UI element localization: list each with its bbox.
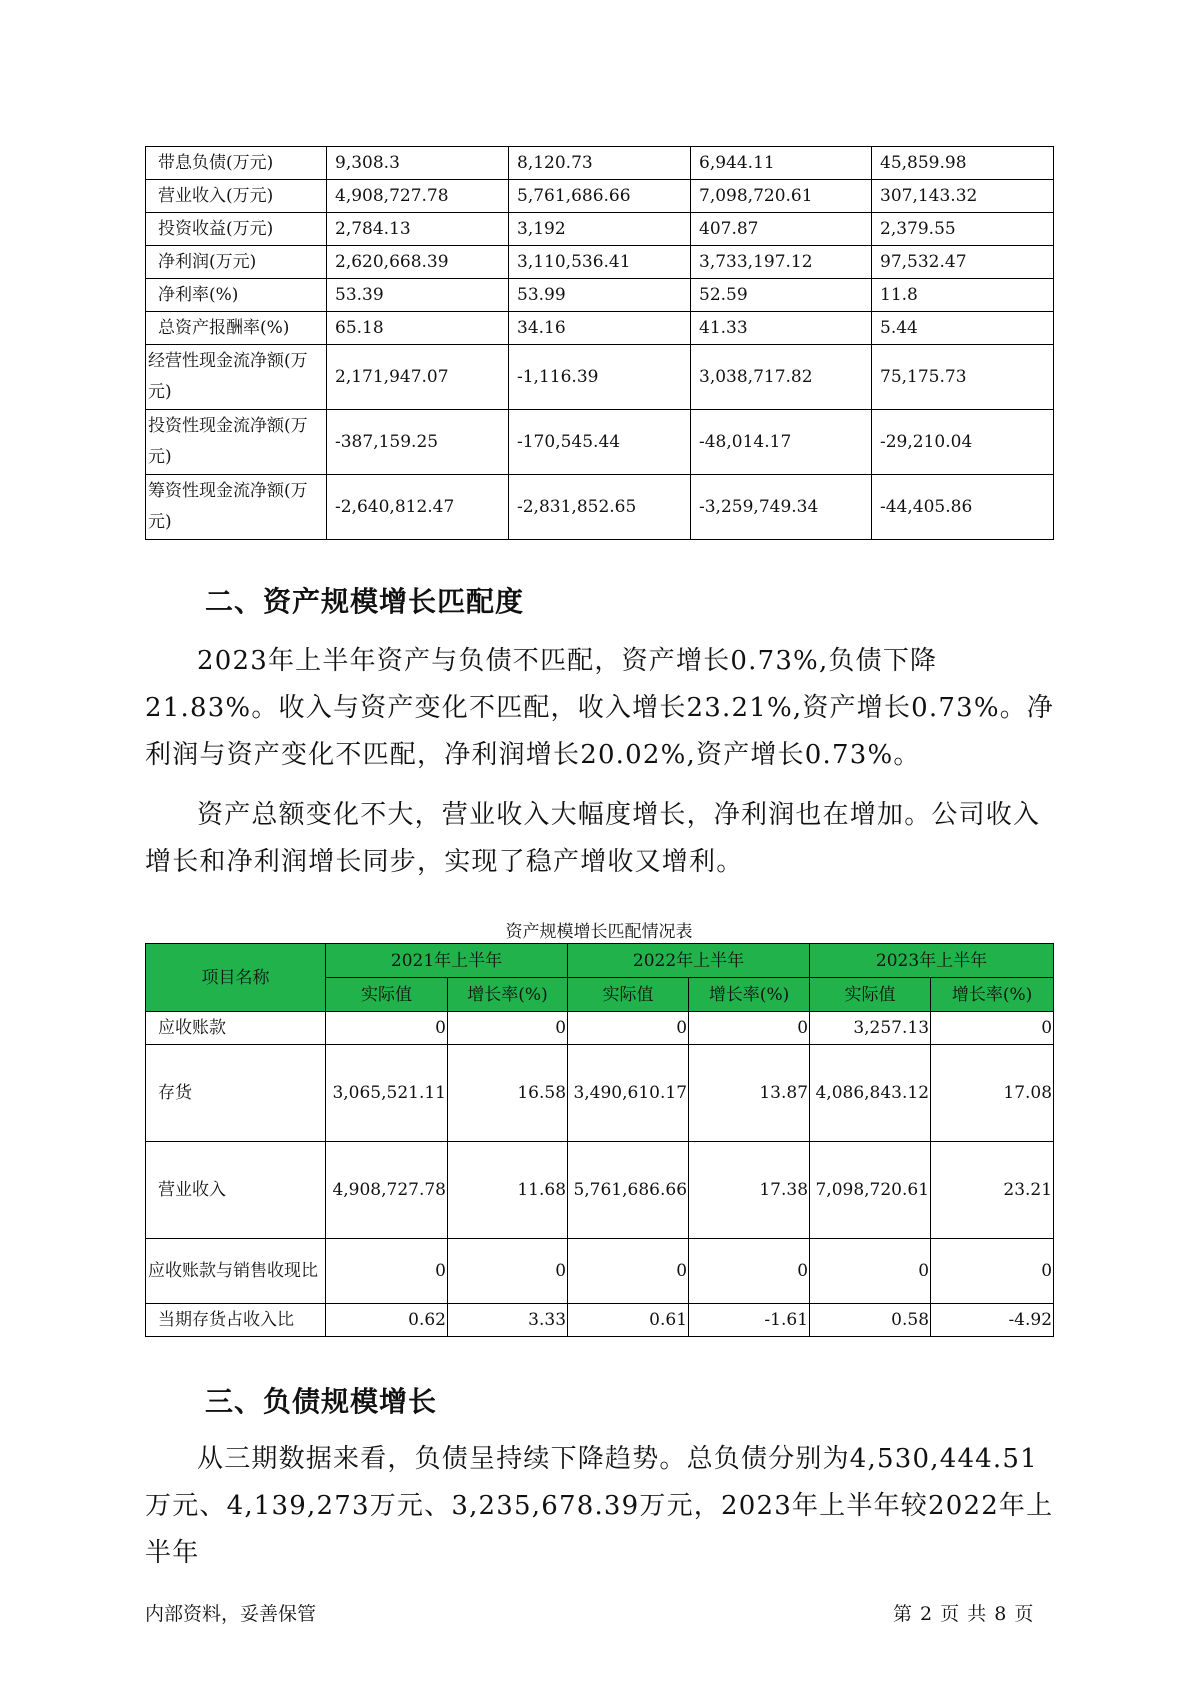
table-cell: 3,257.13 <box>810 1012 931 1045</box>
table-cell: 5.44 <box>872 312 1054 345</box>
table-cell: 2,379.55 <box>872 213 1054 246</box>
table-cell: 0 <box>931 1239 1054 1304</box>
table-cell: 0 <box>448 1239 568 1304</box>
table-cell: 0 <box>689 1012 810 1045</box>
table-cell: 8,120.73 <box>509 147 691 180</box>
table-row <box>146 246 1054 279</box>
footer-confidential-note: 内部资料，妥善保管 <box>145 1603 317 1625</box>
table-cell: -2,640,812.47 <box>327 475 509 540</box>
table-cell: 307,143.32 <box>872 180 1054 213</box>
table-cell: -1.61 <box>689 1304 810 1337</box>
table-row <box>146 475 1054 540</box>
row-label: 经营性现金流净额(万元) <box>146 345 327 410</box>
row-label: 筹资性现金流净额(万元) <box>146 475 327 540</box>
table-cell: 0.62 <box>326 1304 448 1337</box>
column-header: 实际值 <box>568 978 689 1012</box>
section-heading: 二、资产规模增长匹配度 <box>205 585 525 618</box>
column-header: 2022年上半年 <box>568 944 810 978</box>
column-header: 增长率(%) <box>689 978 810 1012</box>
table-row <box>146 410 1054 475</box>
row-label: 净利润(万元) <box>146 246 327 279</box>
table-cell: 45,859.98 <box>872 147 1054 180</box>
table-cell: -44,405.86 <box>872 475 1054 540</box>
table-cell: 9,308.3 <box>327 147 509 180</box>
row-label: 存货 <box>146 1045 326 1142</box>
table-cell: 2,171,947.07 <box>327 345 509 410</box>
table-cell: 0.58 <box>810 1304 931 1337</box>
table-cell: 53.99 <box>509 279 691 312</box>
table-row <box>146 1045 1054 1142</box>
table-cell: 0 <box>689 1239 810 1304</box>
table-row <box>146 345 1054 410</box>
column-header: 实际值 <box>810 978 931 1012</box>
table-cell: 11.8 <box>872 279 1054 312</box>
row-label: 营业收入(万元) <box>146 180 327 213</box>
table-cell: 407.87 <box>691 213 872 246</box>
section-heading: 三、负债规模增长 <box>205 1385 438 1418</box>
table-cell: 5,761,686.66 <box>509 180 691 213</box>
table-cell: 0 <box>448 1012 568 1045</box>
table-cell: 65.18 <box>327 312 509 345</box>
table-cell: -170,545.44 <box>509 410 691 475</box>
table-cell: -48,014.17 <box>691 410 872 475</box>
table-cell: 3,065,521.11 <box>326 1045 448 1142</box>
row-label: 净利率(%) <box>146 279 327 312</box>
table-row <box>146 1142 1054 1239</box>
table-cell: 2,784.13 <box>327 213 509 246</box>
table-caption: 资产规模增长匹配情况表 <box>505 922 693 942</box>
table-cell: 0.61 <box>568 1304 689 1337</box>
table-cell: 16.58 <box>448 1045 568 1142</box>
table-cell: 3,110,536.41 <box>509 246 691 279</box>
table-cell: 3,038,717.82 <box>691 345 872 410</box>
table-cell: 3.33 <box>448 1304 568 1337</box>
table-cell: 75,175.73 <box>872 345 1054 410</box>
row-label: 营业收入 <box>146 1142 326 1239</box>
table-cell: -3,259,749.34 <box>691 475 872 540</box>
table-cell: -2,831,852.65 <box>509 475 691 540</box>
paragraph: 从三期数据来看，负债呈持续下降趋势。总负债分别为4,530,444.51万元、4,139,273万元、3,235,678.39万元，2023年上半年较2022年上半年 <box>145 1444 1054 1568</box>
row-label: 应收账款与销售收现比 <box>146 1239 326 1304</box>
table-cell: 0 <box>810 1239 931 1304</box>
table-cell: 3,490,610.17 <box>568 1045 689 1142</box>
financial-indicators-table <box>145 146 1054 540</box>
table-cell: 0 <box>568 1012 689 1045</box>
table-cell: 0 <box>568 1239 689 1304</box>
table-cell: 13.87 <box>689 1045 810 1142</box>
paragraph: 资产总额变化不大，营业收入大幅度增长，净利润也在增加。公司收入增长和净利润增长同步，实现了稳产增收又增利。 <box>145 800 1041 877</box>
row-label: 应收账款 <box>146 1012 326 1045</box>
table-cell: 11.68 <box>448 1142 568 1239</box>
table-cell: 7,098,720.61 <box>810 1142 931 1239</box>
column-header: 项目名称 <box>146 944 326 1012</box>
table-cell: -387,159.25 <box>327 410 509 475</box>
column-header: 增长率(%) <box>448 978 568 1012</box>
table-header-row <box>146 944 1054 978</box>
table-cell: -1,116.39 <box>509 345 691 410</box>
table-cell: 41.33 <box>691 312 872 345</box>
table-cell: 34.16 <box>509 312 691 345</box>
paragraph: 2023年上半年资产与负债不匹配，资产增长0.73%,负债下降21.83%。收入与资产变化不匹配，收入增长23.21%,资产增长0.73%。净利润与资产变化不匹配，净利润增长20.02%,资产增长0.73%。 <box>145 646 1055 770</box>
table-row <box>146 1304 1054 1337</box>
table-cell: 0 <box>326 1239 448 1304</box>
table-cell: 4,908,727.78 <box>326 1142 448 1239</box>
page-number: 第 2 页 共 8 页 <box>893 1603 1035 1625</box>
table-cell: 4,908,727.78 <box>327 180 509 213</box>
table-cell: 2,620,668.39 <box>327 246 509 279</box>
table-cell: 17.08 <box>931 1045 1054 1142</box>
row-label: 投资性现金流净额(万元) <box>146 410 327 475</box>
table-cell: 4,086,843.12 <box>810 1045 931 1142</box>
table-row <box>146 147 1054 180</box>
table-cell: 52.59 <box>691 279 872 312</box>
column-header: 2023年上半年 <box>810 944 1054 978</box>
table-cell: 0 <box>931 1012 1054 1045</box>
table-cell: 0 <box>326 1012 448 1045</box>
table-cell: 3,733,197.12 <box>691 246 872 279</box>
table-cell: 97,532.47 <box>872 246 1054 279</box>
table-cell: 23.21 <box>931 1142 1054 1239</box>
table-cell: 17.38 <box>689 1142 810 1239</box>
column-header: 实际值 <box>326 978 448 1012</box>
table-row <box>146 180 1054 213</box>
table-row <box>146 312 1054 345</box>
table-row <box>146 213 1054 246</box>
table-cell: 53.39 <box>327 279 509 312</box>
table-row <box>146 1239 1054 1304</box>
row-label: 当期存货占收入比 <box>146 1304 326 1337</box>
table-row <box>146 279 1054 312</box>
table-cell: 7,098,720.61 <box>691 180 872 213</box>
row-label: 投资收益(万元) <box>146 213 327 246</box>
column-header: 2021年上半年 <box>326 944 568 978</box>
table-cell: 5,761,686.66 <box>568 1142 689 1239</box>
table-row <box>146 1012 1054 1045</box>
table-cell: -29,210.04 <box>872 410 1054 475</box>
table-cell: 6,944.11 <box>691 147 872 180</box>
row-label: 带息负债(万元) <box>146 147 327 180</box>
column-header: 增长率(%) <box>931 978 1054 1012</box>
table-cell: -4.92 <box>931 1304 1054 1337</box>
row-label: 总资产报酬率(%) <box>146 312 327 345</box>
asset-growth-match-table <box>145 943 1054 1337</box>
table-cell: 3,192 <box>509 213 691 246</box>
